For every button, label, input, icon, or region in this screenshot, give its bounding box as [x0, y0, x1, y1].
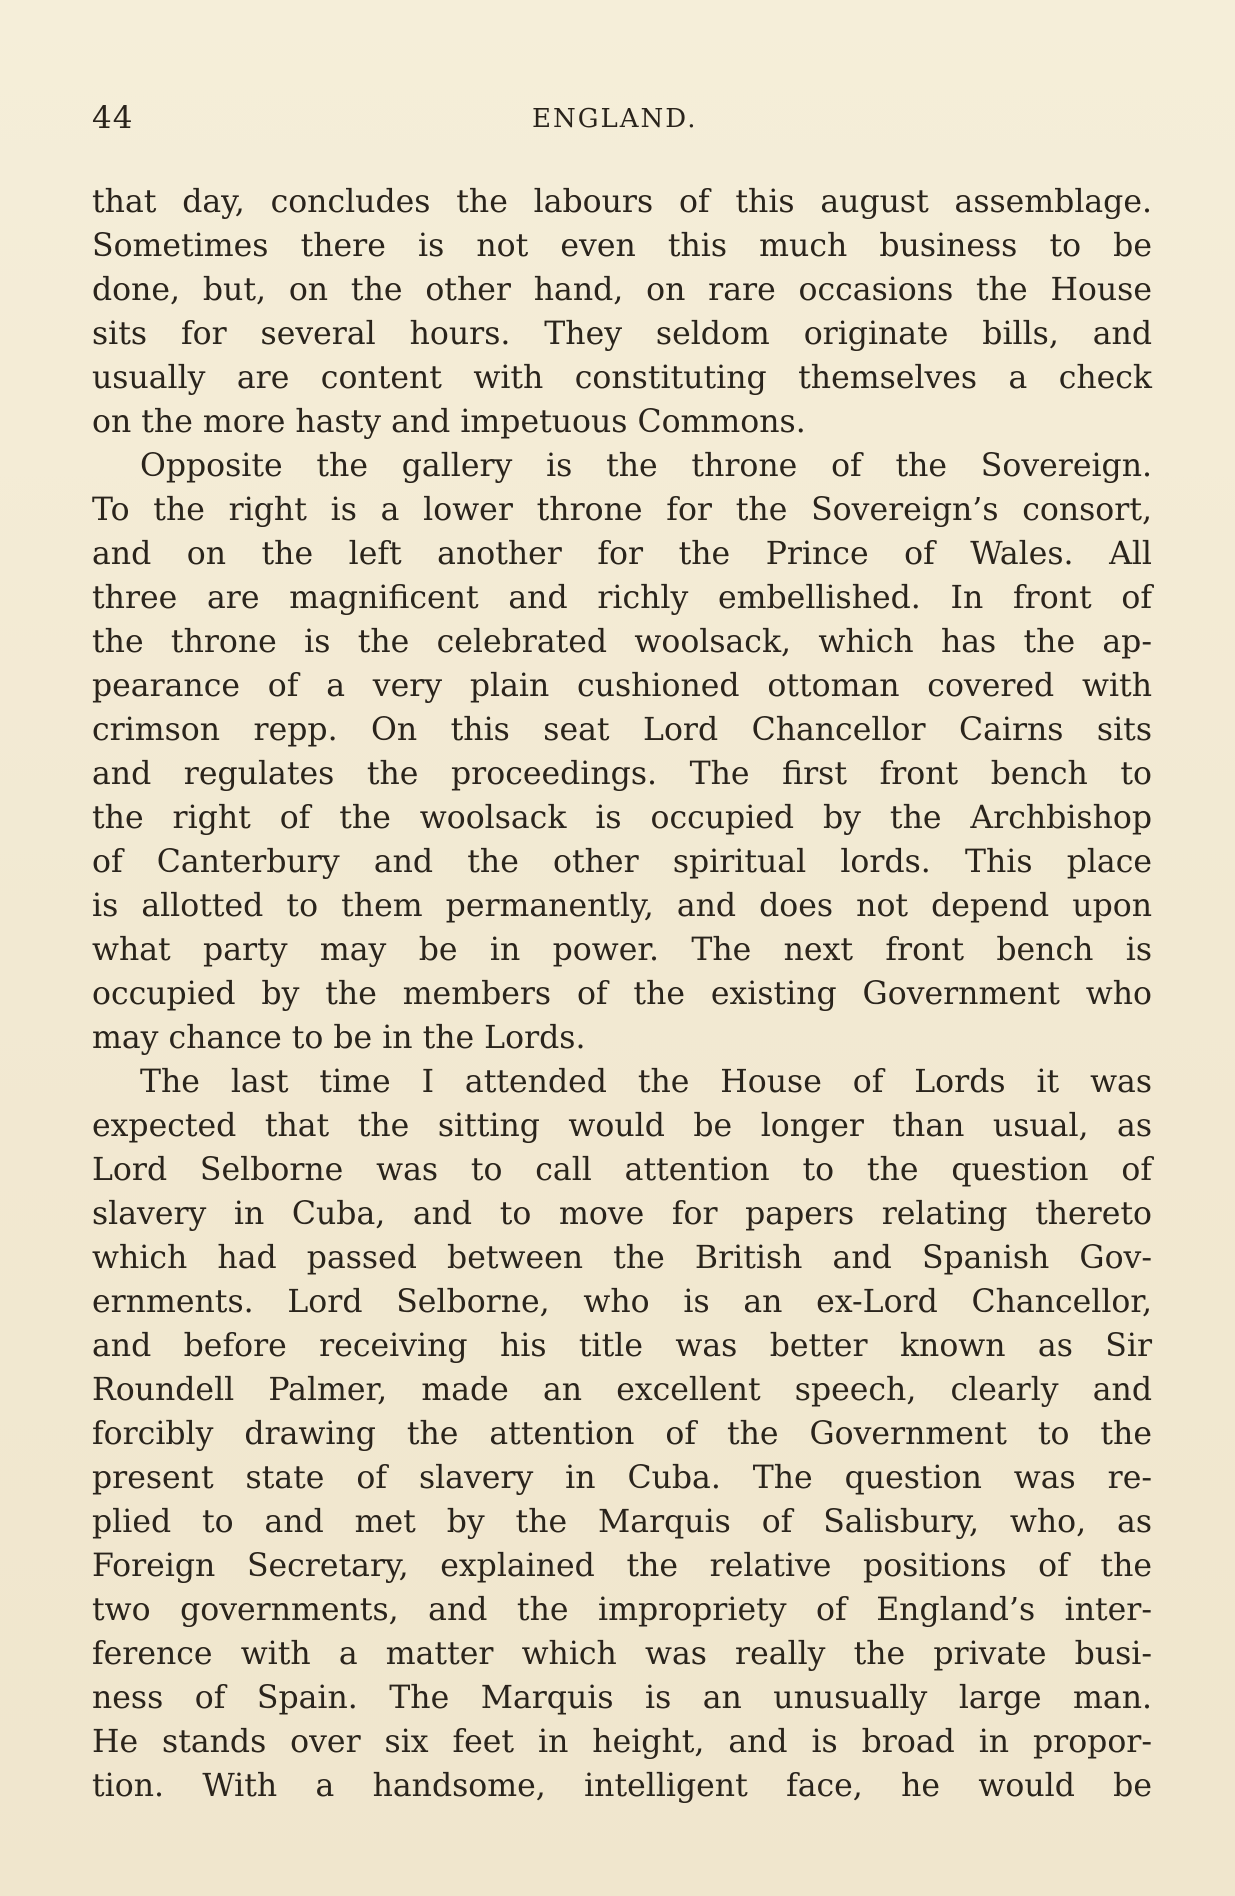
text-line: the right of the woolsack is occupied by the Archbishop: [92, 800, 1152, 836]
text-line: present state of slavery in Cuba. The question was re-: [92, 1460, 1152, 1496]
text-line: Lord Selborne was to call attention to the question of: [92, 1152, 1152, 1188]
text-line: Opposite the gallery is the throne of the Sovereign.: [140, 448, 1152, 484]
text-line: on the more hasty and impetuous Commons.: [92, 404, 806, 440]
text-line: usually are content with constituting themselves a check: [92, 360, 1152, 396]
text-line: sits for several hours. They seldom originate bills, and: [92, 316, 1152, 352]
text-line: Foreign Secretary, explained the relative positions of the: [92, 1548, 1152, 1584]
text-line: The last time I attended the House of Lords it was: [140, 1064, 1152, 1100]
text-line: Sometimes there is not even this much business to be: [92, 228, 1152, 264]
text-line: Roundell Palmer, made an excellent speech, clearly and: [92, 1372, 1152, 1408]
page-number: 44: [92, 100, 134, 136]
text-line: that day, concludes the labours of this august assemblage.: [92, 184, 1152, 220]
text-line: what party may be in power. The next front bench is: [92, 932, 1152, 968]
text-line: and on the left another for the Prince of Wales. All: [92, 536, 1152, 572]
text-line: occupied by the members of the existing Government who: [92, 976, 1152, 1012]
text-line: and regulates the proceedings. The first front bench to: [92, 756, 1152, 792]
page-header: [92, 100, 1152, 140]
text-line: done, but, on the other hand, on rare occasions the House: [92, 272, 1152, 308]
text-line: ernments. Lord Selborne, who is an ex-Lord Chancellor,: [92, 1284, 1152, 1320]
text-line: and before receiving his title was better known as Sir: [92, 1328, 1152, 1364]
text-line: the throne is the celebrated woolsack, which has the ap-: [92, 624, 1152, 660]
text-line: crimson repp. On this seat Lord Chancellor Cairns sits: [92, 712, 1152, 748]
text-line: is allotted to them permanently, and does not depend upon: [92, 888, 1152, 924]
text-line: which had passed between the British and Spanish Gov-: [92, 1240, 1152, 1276]
running-head: ENGLAND.: [532, 104, 698, 134]
text-line: tion. With a handsome, intelligent face, he would be: [92, 1768, 1152, 1804]
text-line: expected that the sitting would be longer than usual, as: [92, 1108, 1152, 1144]
text-line: pearance of a very plain cushioned ottoman covered with: [92, 668, 1152, 704]
text-line: ference with a matter which was really the private busi-: [92, 1636, 1152, 1672]
text-line: two governments, and the impropriety of England’s inter-: [92, 1592, 1152, 1628]
text-line: three are magnificent and richly embellished. In front of: [92, 580, 1152, 616]
text-line: slavery in Cuba, and to move for papers relating thereto: [92, 1196, 1152, 1232]
body-text: [92, 180, 1152, 1808]
text-line: forcibly drawing the attention of the Government to the: [92, 1416, 1152, 1452]
text-line: may chance to be in the Lords.: [92, 1020, 586, 1056]
text-line: of Canterbury and the other spiritual lords. This place: [92, 844, 1152, 880]
text-line: plied to and met by the Marquis of Salisbury, who, as: [92, 1504, 1152, 1540]
text-line: To the right is a lower throne for the Sovereign’s consort,: [92, 492, 1152, 528]
text-line: He stands over six feet in height, and is broad in propor-: [92, 1724, 1152, 1760]
text-line: ness of Spain. The Marquis is an unusually large man.: [92, 1680, 1152, 1716]
